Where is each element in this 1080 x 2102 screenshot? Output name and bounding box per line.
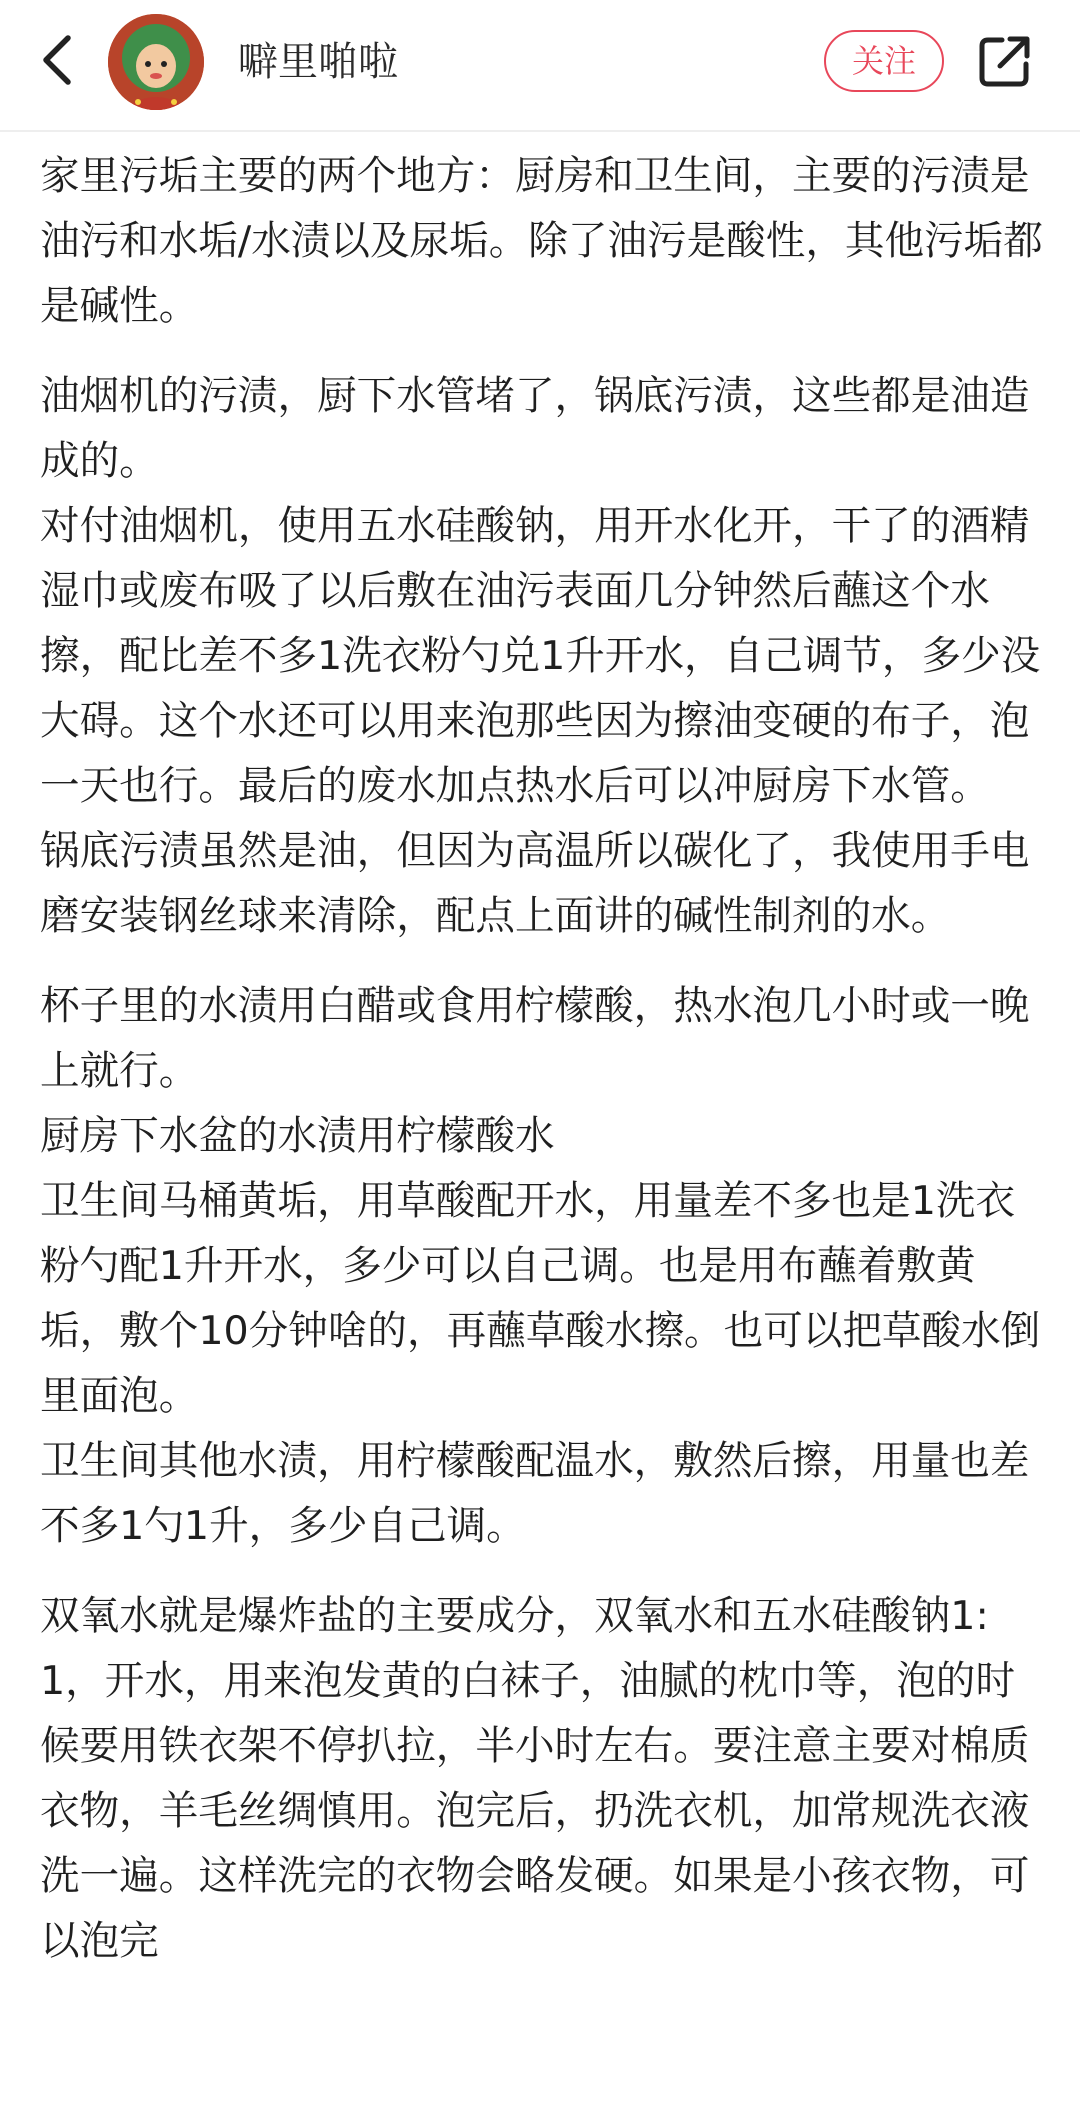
post-paragraph: 双氧水就是爆炸盐的主要成分，双氧水和五水硅酸钠1:1，开水，用来泡发黄的白袜子，油腻的枕巾等，泡的时候要用铁衣架不停扒拉，半小时左右。要注意主要对棉质衣物，羊毛丝绸慎用。泡完后，扔洗衣机，加常规洗衣液洗一遍。这样洗完的衣物会略发硬。如果是小孩衣物，可以泡完 — [40, 1593, 1030, 1964]
post-paragraph: 家里污垢主要的两个地方：厨房和卫生间，主要的污渍是油污和水垢/水渍以及尿垢。除了油污是酸性，其他污垢都是碱性。 — [40, 153, 1043, 329]
post-content — [40, 144, 1045, 1999]
back-button[interactable] — [34, 30, 84, 90]
avatar-image — [108, 14, 204, 110]
username[interactable]: 噼里啪啦 — [238, 39, 398, 85]
post-paragraph: 油烟机的污渍，厨下水管堵了，锅底污渍，这些都是油造成的。 对付油烟机，使用五水硅酸钠，用开水化开，干了的酒精湿巾或废布吸了以后敷在油污表面几分钟然后蘸这个水擦，配比差不多1洗衣粉勺兑1升开水，自己调节，多少没大碍。这个水还可以用来泡那些因为擦油变硬的布子，泡一天也行。最后的废水加点热水后可以冲厨房下水管。 锅底污渍虽然是油，但因为高温所以碳化了，我使用手电磨安装钢丝球来清除，配点上面讲的碱性制剂的水。 — [40, 373, 1041, 939]
share-button[interactable] — [976, 32, 1034, 90]
top-bar — [0, 0, 1080, 132]
post-paragraph: 杯子里的水渍用白醋或食用柠檬酸，热水泡几小时或一晚上就行。 厨房下水盆的水渍用柠檬酸水 卫生间马桶黄垢，用草酸配开水，用量差不多也是1洗衣粉勺配1升开水，多少可以自己调。也是用布蘸着敷黄垢，敷个10分钟啥的，再蘸草酸水擦。也可以把草酸水倒里面泡。 卫生间其他水渍，用柠檬酸配温水，敷然后擦，用量也差不多1勺1升，多少自己调。 — [40, 983, 1041, 1549]
share-icon — [976, 32, 1034, 90]
avatar[interactable] — [108, 14, 204, 110]
follow-button[interactable]: 关注 — [824, 30, 944, 92]
chevron-left-icon — [34, 30, 84, 90]
